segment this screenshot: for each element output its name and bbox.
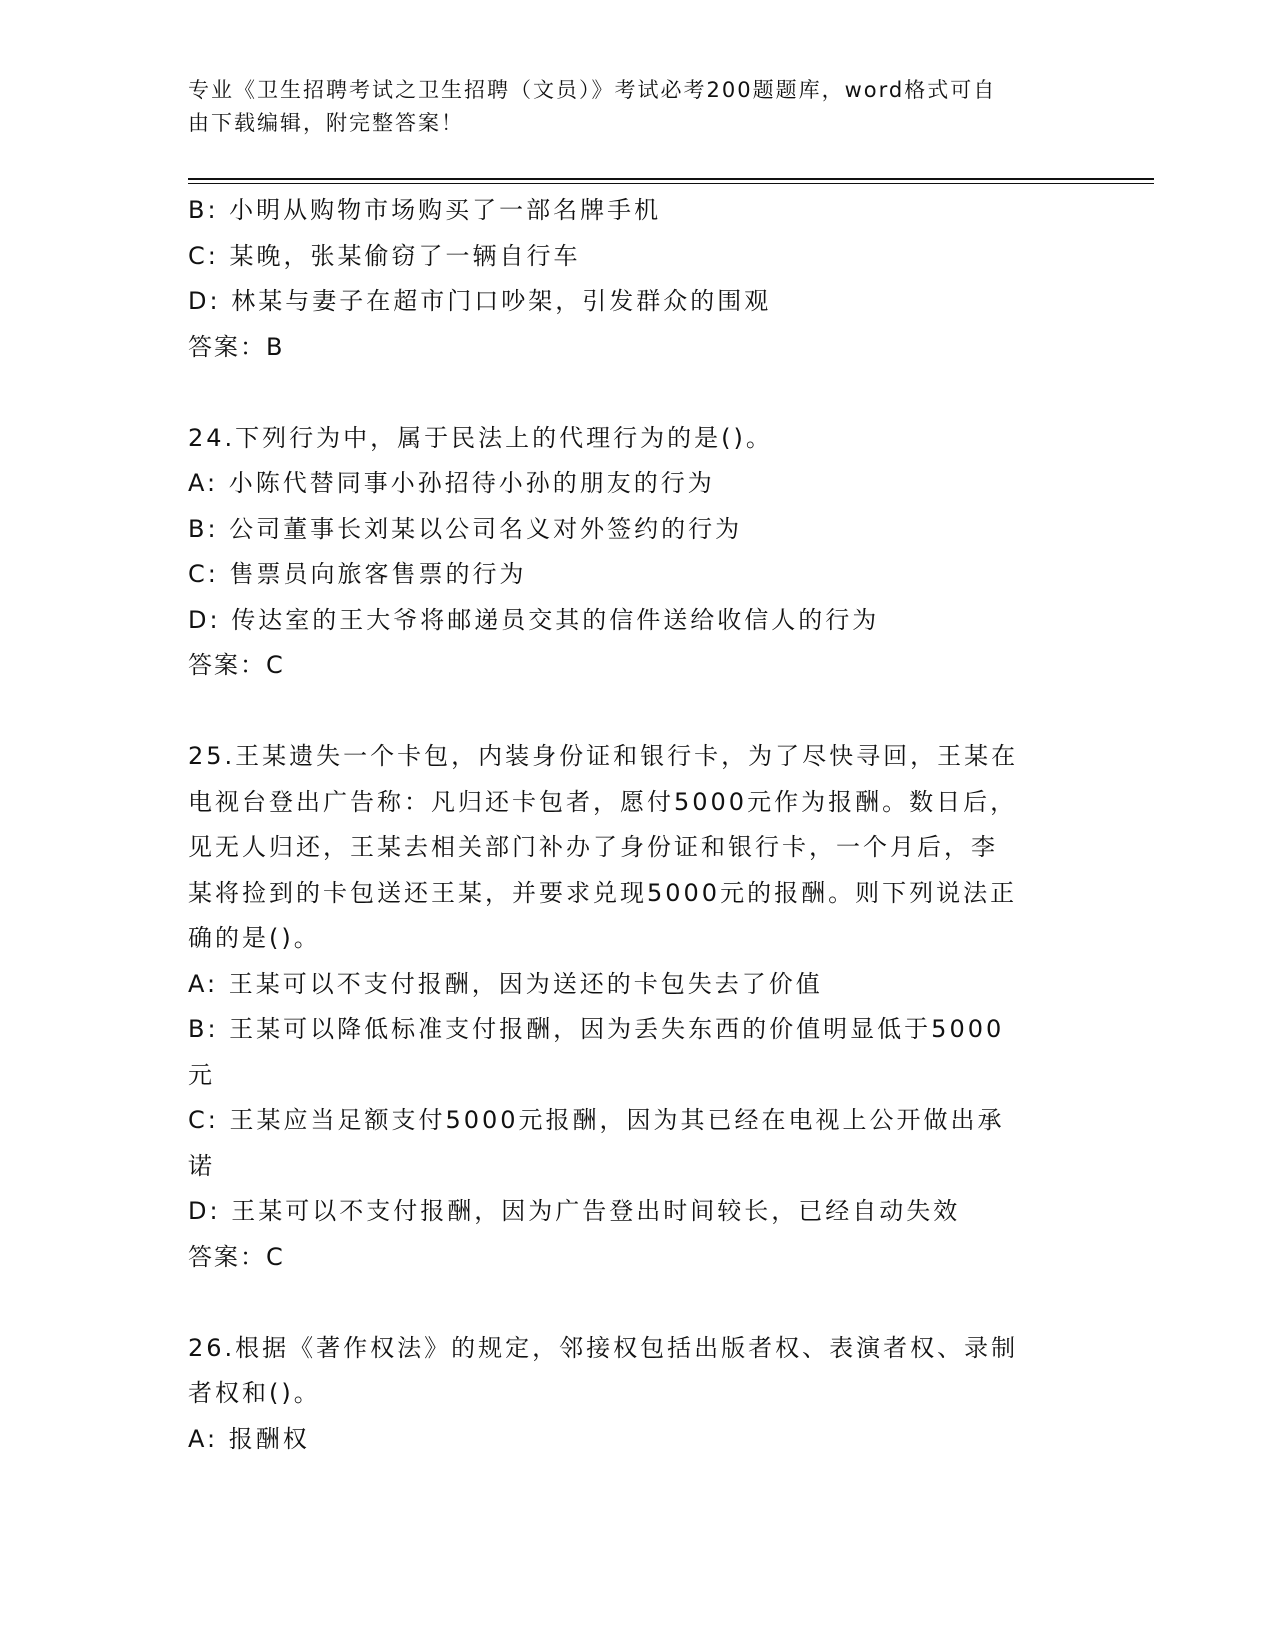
- q26-stem-line-1: 26.根据《著作权法》的规定，邻接权包括出版者权、表演者权、录制: [188, 1333, 1019, 1362]
- spacer: [188, 689, 1088, 735]
- question-23-block: [188, 188, 1088, 370]
- q26-stem-line-2: 者权和()。: [188, 1379, 321, 1407]
- q24-stem: 24.下列行为中，属于民法上的代理行为的是()。: [188, 423, 773, 452]
- q25-option-b-line-2: 元: [188, 1060, 215, 1089]
- q25-answer: 答案：C: [188, 1242, 285, 1271]
- document-header: [188, 74, 1068, 140]
- q23-option-d: D: 林某与妻子在超市门口吵架，引发群众的围观: [188, 287, 772, 315]
- q24-option-a: A: 小陈代替同事小孙招待小孙的朋友的行为: [188, 469, 715, 497]
- spacer: [188, 370, 1088, 416]
- q23-option-b: B: 小明从购物市场购买了一部名牌手机: [188, 196, 662, 224]
- q25-option-d: D: 王某可以不支付报酬，因为广告登出时间较长，已经自动失效: [188, 1197, 961, 1225]
- q26-option-a: A: 报酬权: [188, 1424, 310, 1453]
- q23-option-c: C: 某晚，张某偷窃了一辆自行车: [188, 241, 581, 270]
- spacer: [188, 1280, 1088, 1326]
- q23-answer: 答案：B: [188, 332, 285, 361]
- q25-stem-line-5: 确的是()。: [188, 924, 321, 952]
- header-line-2: 由下载编辑，附完整答案！: [188, 111, 464, 135]
- q25-option-a: A: 王某可以不支付报酬，因为送还的卡包失去了价值: [188, 969, 823, 998]
- q24-option-d: D: 传达室的王大爷将邮递员交其的信件送给收信人的行为: [188, 605, 880, 634]
- question-26-block: [188, 1326, 1088, 1463]
- header-line-1: 专业《卫生招聘考试之卫生招聘（文员）》考试必考200题题库，word格式可自: [188, 78, 997, 102]
- question-content: [188, 188, 1088, 1462]
- q25-stem-line-3: 见无人归还，王某去相关部门补办了身份证和银行卡，一个月后，李: [188, 833, 998, 861]
- q25-option-c-line-2: 诺: [188, 1151, 215, 1180]
- question-25-block: [188, 734, 1088, 1280]
- q24-answer: 答案：C: [188, 651, 285, 679]
- header-divider-thick: [188, 178, 1154, 180]
- q25-stem-line-2: 电视台登出广告称：凡归还卡包者，愿付5000元作为报酬。数日后，: [188, 787, 1018, 816]
- q25-option-b-line-1: B: 王某可以降低标准支付报酬，因为丢失东西的价值明显低于5000: [188, 1015, 1005, 1043]
- q25-option-c-line-1: C: 王某应当足额支付5000元报酬，因为其已经在电视上公开做出承: [188, 1106, 1005, 1134]
- question-24-block: [188, 416, 1088, 689]
- q25-stem-line-1: 25.王某遗失一个卡包，内装身份证和银行卡，为了尽快寻回，王某在: [188, 742, 1019, 770]
- q25-stem-line-4: 某将捡到的卡包送还王某，并要求兑现5000元的报酬。则下列说法正: [188, 878, 1018, 907]
- q24-option-b: B: 公司董事长刘某以公司名义对外签约的行为: [188, 514, 743, 543]
- header-divider-thin: [188, 183, 1154, 184]
- q24-option-c: C: 售票员向旅客售票的行为: [188, 560, 527, 588]
